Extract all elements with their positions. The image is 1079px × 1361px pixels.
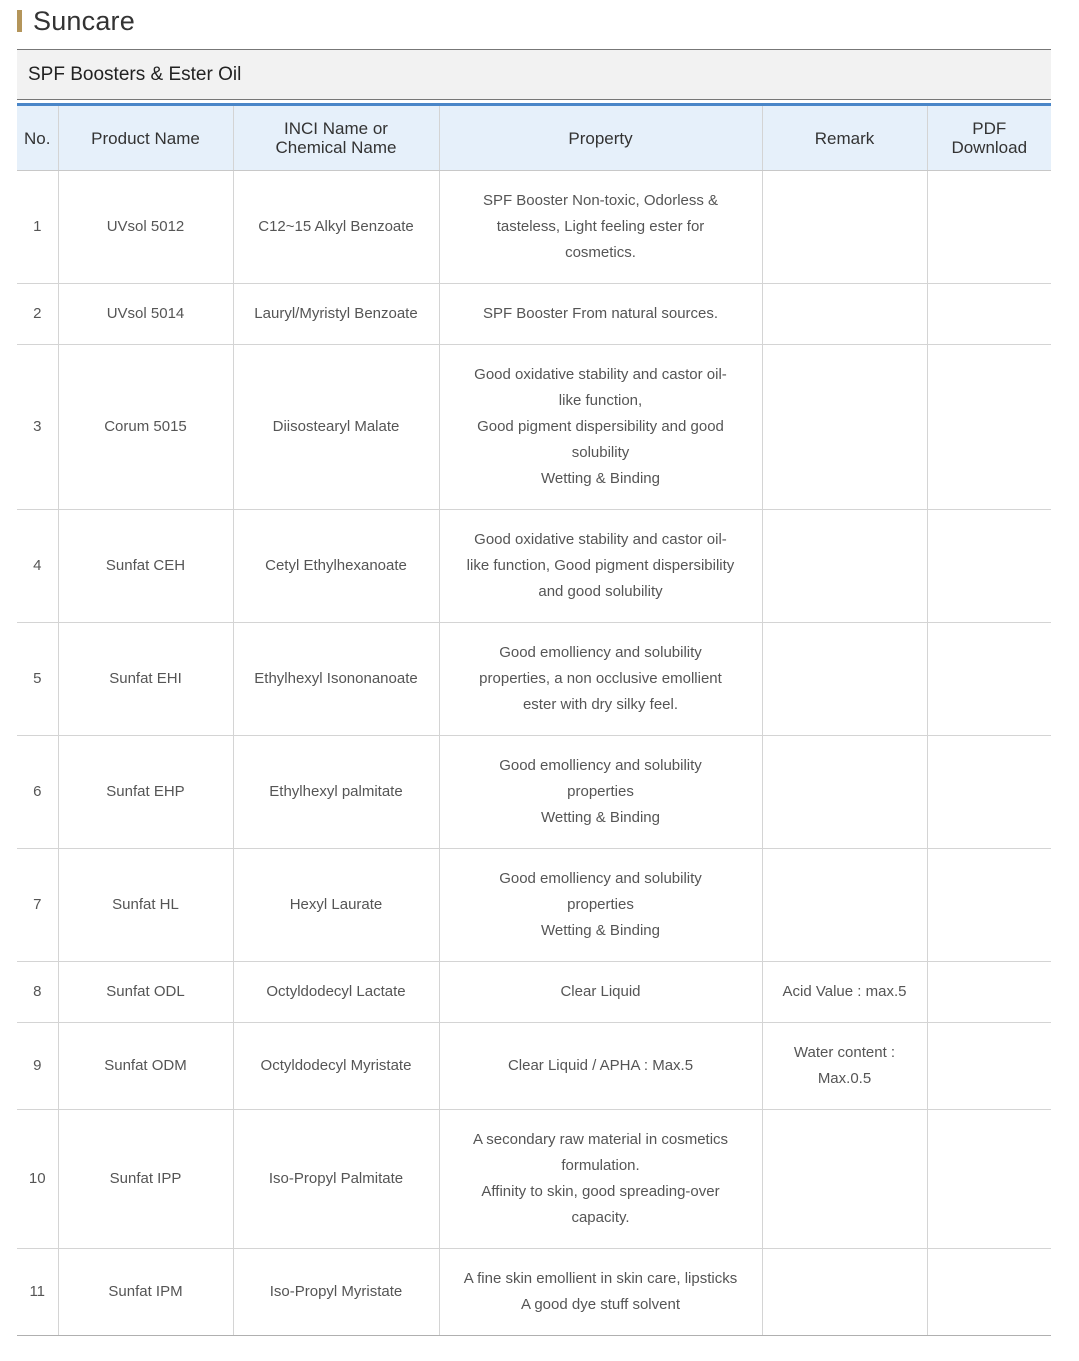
cell-product-name: Corum 5015	[58, 345, 233, 510]
property-line: properties	[567, 896, 634, 913]
property-line: Clear Liquid	[560, 983, 641, 1000]
table-row	[17, 962, 1051, 1023]
cell-pdf-download	[927, 623, 1051, 736]
cell-inci-name: Diisostearyl Malate	[233, 345, 439, 510]
table-row	[17, 345, 1051, 510]
cell-inci-name: C12~15 Alkyl Benzoate	[233, 171, 439, 284]
header-product-name: Product Name	[58, 106, 233, 171]
cell-remark	[762, 284, 927, 345]
property-line: Good emolliency and solubility	[499, 644, 702, 661]
header-no: No.	[17, 106, 58, 171]
cell-remark	[762, 1249, 927, 1336]
property-line: properties, a non occlusive emollient	[479, 670, 722, 687]
cell-no: 11	[17, 1249, 58, 1336]
header-pdf-line1: PDF	[972, 119, 1007, 138]
property-line: A fine skin emollient in skin care, lipsticks	[463, 1270, 738, 1287]
cell-product-name: Sunfat ODL	[58, 962, 233, 1023]
table-row	[17, 849, 1051, 962]
property-line: SPF Booster Non-toxic, Odorless &	[482, 192, 719, 209]
page-title	[17, 2, 135, 40]
cell-product-name: Sunfat ODM	[58, 1023, 233, 1110]
cell-remark	[762, 962, 927, 1023]
table-header-row	[17, 106, 1051, 171]
cell-no: 3	[17, 345, 58, 510]
cell-no: 9	[17, 1023, 58, 1110]
header-pdf-line2: Download	[951, 138, 1028, 157]
header-inci-line1: INCI Name or	[284, 119, 388, 138]
table-row	[17, 623, 1051, 736]
cell-pdf-download	[927, 1023, 1051, 1110]
cell-product-name: Sunfat CEH	[58, 510, 233, 623]
cell-pdf-download	[927, 510, 1051, 623]
cell-pdf-download	[927, 736, 1051, 849]
title-accent-bar	[17, 10, 22, 32]
property-line: like function, Good pigment dispersibility	[466, 557, 735, 574]
cell-property	[439, 962, 762, 1023]
cell-property	[439, 284, 762, 345]
cell-property	[439, 1110, 762, 1249]
property-line: Clear Liquid / APHA : Max.5	[507, 1057, 694, 1074]
property-line: tasteless, Light feeling ester for	[496, 218, 705, 235]
remark-line: Acid Value : max.5	[782, 983, 907, 1000]
property-line: like function,	[558, 392, 643, 409]
cell-remark	[762, 623, 927, 736]
cell-inci-name: Octyldodecyl Myristate	[233, 1023, 439, 1110]
cell-inci-name: Ethylhexyl palmitate	[233, 736, 439, 849]
cell-property	[439, 623, 762, 736]
property-line: Wetting & Binding	[541, 922, 660, 939]
cell-no: 1	[17, 171, 58, 284]
cell-no: 4	[17, 510, 58, 623]
table-row	[17, 284, 1051, 345]
table-row	[17, 171, 1051, 284]
cell-product-name: Sunfat HL	[58, 849, 233, 962]
property-line: properties	[567, 783, 634, 800]
property-line: Affinity to skin, good spreading-over	[481, 1183, 720, 1200]
cell-inci-name: Iso-Propyl Myristate	[233, 1249, 439, 1336]
section-title: SPF Boosters & Ester Oil	[28, 63, 242, 85]
cell-inci-name: Iso-Propyl Palmitate	[233, 1110, 439, 1249]
cell-pdf-download	[927, 1249, 1051, 1336]
cell-property	[439, 345, 762, 510]
property-line: SPF Booster From natural sources.	[482, 305, 719, 322]
property-line: solubility	[571, 444, 630, 461]
cell-no: 2	[17, 284, 58, 345]
cell-property	[439, 1249, 762, 1336]
property-line: Wetting & Binding	[541, 470, 660, 487]
property-line: formulation.	[561, 1157, 640, 1174]
property-line: and good solubility	[538, 583, 663, 600]
page-title-text: Suncare	[33, 5, 135, 36]
cell-property	[439, 510, 762, 623]
cell-inci-name: Ethylhexyl Isononanoate	[233, 623, 439, 736]
section-header	[17, 49, 1051, 100]
table-row	[17, 510, 1051, 623]
cell-no: 5	[17, 623, 58, 736]
table-row	[17, 1023, 1051, 1110]
property-line: cosmetics.	[565, 244, 636, 261]
table-row	[17, 1110, 1051, 1249]
cell-inci-name: Lauryl/Myristyl Benzoate	[233, 284, 439, 345]
cell-property	[439, 736, 762, 849]
cell-inci-name: Cetyl Ethylhexanoate	[233, 510, 439, 623]
cell-remark	[762, 1110, 927, 1249]
cell-remark	[762, 510, 927, 623]
header-inci-line2: Chemical Name	[275, 138, 397, 157]
cell-inci-name: Hexyl Laurate	[233, 849, 439, 962]
property-line: A secondary raw material in cosmetics	[472, 1131, 729, 1148]
cell-remark	[762, 736, 927, 849]
cell-product-name: Sunfat EHP	[58, 736, 233, 849]
header-inci-name	[233, 106, 439, 171]
cell-product-name: UVsol 5012	[58, 171, 233, 284]
header-property: Property	[439, 106, 762, 171]
cell-pdf-download	[927, 962, 1051, 1023]
cell-remark	[762, 171, 927, 284]
property-line: A good dye stuff solvent	[520, 1296, 680, 1313]
property-line: Good oxidative stability and castor oil-	[474, 366, 727, 383]
cell-product-name: Sunfat IPP	[58, 1110, 233, 1249]
header-pdf-download	[927, 106, 1051, 171]
cell-pdf-download	[927, 1110, 1051, 1249]
cell-remark	[762, 1023, 927, 1110]
cell-no: 8	[17, 962, 58, 1023]
property-line: Good emolliency and solubility	[499, 757, 702, 774]
cell-property	[439, 849, 762, 962]
cell-pdf-download	[927, 345, 1051, 510]
cell-inci-name: Octyldodecyl Lactate	[233, 962, 439, 1023]
cell-no: 7	[17, 849, 58, 962]
remark-line: Max.0.5	[817, 1070, 872, 1087]
property-line: Good pigment dispersibility and good	[477, 418, 724, 435]
table-row	[17, 736, 1051, 849]
cell-no: 10	[17, 1110, 58, 1249]
property-line: ester with dry silky feel.	[522, 696, 679, 713]
remark-line: Water content :	[793, 1044, 896, 1061]
property-line: Wetting & Binding	[541, 809, 660, 826]
property-line: Good oxidative stability and castor oil-	[474, 531, 727, 548]
cell-product-name: Sunfat IPM	[58, 1249, 233, 1336]
header-remark: Remark	[762, 106, 927, 171]
cell-property	[439, 171, 762, 284]
cell-product-name: UVsol 5014	[58, 284, 233, 345]
cell-remark	[762, 345, 927, 510]
cell-remark	[762, 849, 927, 962]
table-row	[17, 1249, 1051, 1336]
cell-pdf-download	[927, 171, 1051, 284]
cell-pdf-download	[927, 849, 1051, 962]
property-line: capacity.	[571, 1209, 630, 1226]
product-table	[17, 106, 1051, 1336]
cell-no: 6	[17, 736, 58, 849]
cell-product-name: Sunfat EHI	[58, 623, 233, 736]
cell-pdf-download	[927, 284, 1051, 345]
property-line: Good emolliency and solubility	[499, 870, 702, 887]
cell-property	[439, 1023, 762, 1110]
